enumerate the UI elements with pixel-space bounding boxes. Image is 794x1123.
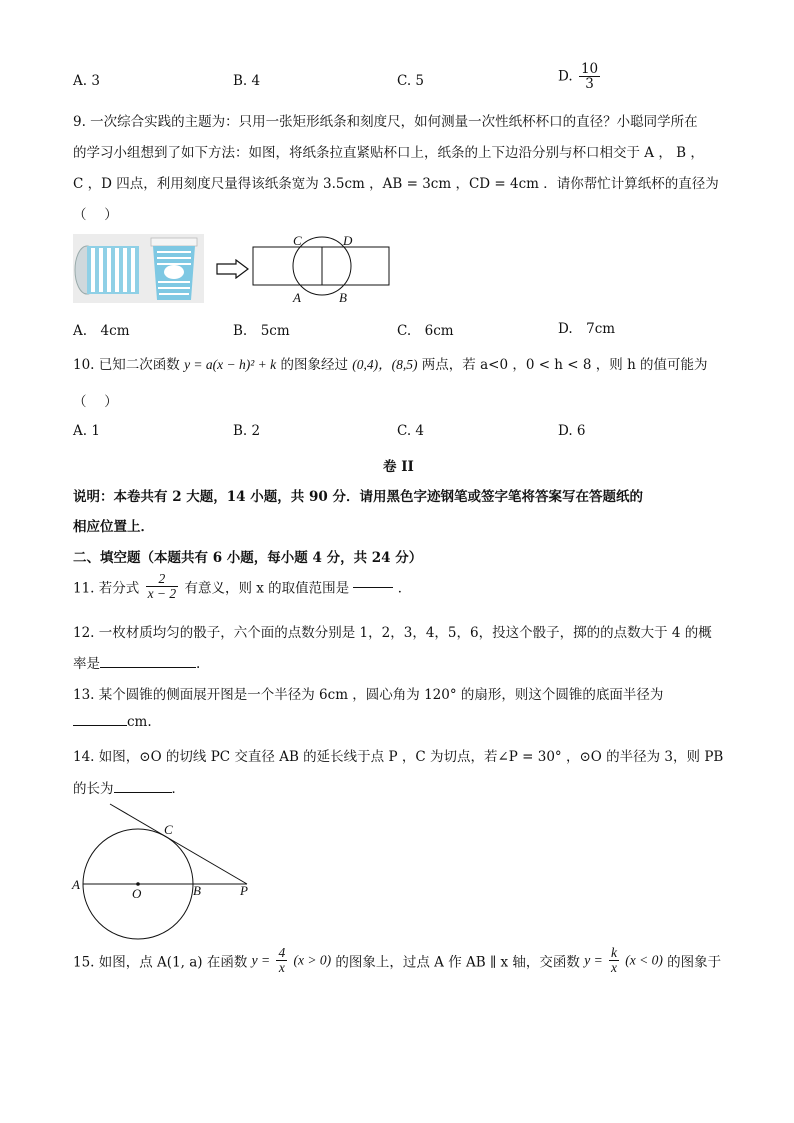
- q11-answer-blank[interactable]: [353, 586, 393, 588]
- q9-label-a: A: [293, 290, 301, 305]
- arrow-icon: [216, 259, 250, 279]
- q13-answer-blank[interactable]: [73, 724, 127, 726]
- q15-f2-lhs: y =: [584, 952, 603, 968]
- q9-label-b: B: [339, 290, 347, 305]
- q14-line-2-text: 的长为: [73, 781, 114, 797]
- q10-paren: （ ）: [73, 394, 118, 410]
- q8-option-d-prefix: D.: [558, 68, 573, 85]
- tangent-line-pc: [110, 804, 247, 884]
- q9-option-a: A. 4cm: [73, 323, 130, 339]
- q11-pre: 11. 若分式: [73, 580, 140, 597]
- fraction-numerator: k: [610, 945, 617, 960]
- q12-answer-blank[interactable]: [100, 666, 196, 668]
- q9-line-2: 的学习小组想到了如下方法：如图，将纸条拉直紧贴杯口上，纸条的上下边沿分别与杯口相交于 A ， B ，: [73, 145, 704, 161]
- q15-f1-domain: (x > 0): [293, 952, 332, 968]
- q13-line-2: [73, 714, 152, 730]
- q14-label-o: O: [132, 886, 142, 901]
- cups-photo-drawing: [73, 234, 204, 303]
- q15-mid: 的图象上，过点 A 作 AB ∥ x 轴，交函数: [335, 954, 580, 971]
- section-title: 卷 II: [383, 459, 414, 475]
- q10-line-1: [73, 353, 708, 373]
- q9-line-1: 9. 一次综合实践的主题为：只用一张矩形纸条和刻度尺，如何测量一次性纸杯杯口的直径？小聪同学所在: [73, 114, 698, 130]
- q10-option-b: B. 2: [233, 423, 261, 439]
- fraction-denominator: x: [610, 960, 617, 976]
- q11-line: [73, 572, 411, 601]
- q9-option-c: C. 6cm: [397, 323, 454, 339]
- fraction-denominator: x: [278, 960, 285, 976]
- q14-line-2: [73, 777, 185, 797]
- q14-label-c: C: [164, 822, 173, 837]
- fraction-numerator: 2: [146, 572, 179, 587]
- q10-formula: y = a(x − h)² + k: [184, 357, 277, 372]
- fraction-denominator: 3: [585, 76, 594, 93]
- section-note-line-2: 相应位置上．: [73, 519, 154, 535]
- q15-f2-fraction: [609, 946, 619, 975]
- q10-option-a: A. 1: [73, 423, 100, 439]
- paper-strip: [253, 247, 389, 285]
- q11-fraction: [146, 572, 179, 601]
- q9-strip-figure: [250, 232, 395, 304]
- q12-line-2-text: 率是: [73, 656, 100, 672]
- q14-label-b: B: [193, 883, 201, 898]
- q14-end: ．: [171, 781, 185, 797]
- cups-photo: [73, 234, 204, 303]
- q10-points: (0,4)，(8,5): [352, 357, 418, 372]
- q10-text-mid: 的图象经过: [280, 357, 348, 373]
- q13-unit: cm.: [127, 714, 152, 730]
- q14-line-1: 14. 如图，⊙O 的切线 PC 交直径 AB 的延长线于点 P ，C 为切点，若∠P = 30° ，⊙O 的半径为 3，则 PB: [73, 749, 724, 765]
- q15-line-1: [73, 946, 721, 975]
- fraction-denominator: x − 2: [147, 586, 177, 602]
- q12-line-2: [73, 652, 200, 672]
- q9-label-d: D: [343, 233, 353, 248]
- q11-end: ．: [397, 580, 412, 597]
- q9-label-c: C: [293, 233, 302, 248]
- q12-line-1: 12. 一枚材质均匀的骰子，六个面的点数分别是 1，2，3，4，5，6，投这个骰子，掷的的点数大于 4 的概: [73, 625, 712, 641]
- q11-post: 有意义，则 x 的取值范围是: [184, 580, 350, 597]
- q15-f2-domain: (x < 0): [625, 952, 663, 968]
- q14-label-a: A: [72, 877, 80, 892]
- fraction-numerator: 10: [580, 61, 599, 77]
- q14-answer-blank[interactable]: [114, 791, 172, 793]
- q8-option-d: [558, 62, 602, 91]
- q9-line-3: C ，D 四点，利用刻度尺量得该纸条宽为 3.5cm ，AB = 3cm ，CD = 4cm ．请你帮忙计算纸杯的直径为: [73, 176, 719, 192]
- q13-line-1: 13. 某个圆锥的侧面展开图是一个半径为 6cm ，圆心角为 120° 的扇形，则这个圆锥的底面半径为: [73, 687, 664, 703]
- q10-option-c: C. 4: [397, 423, 425, 439]
- q14-label-p: P: [240, 883, 248, 898]
- section-note-line-1: 说明：本卷共有 2 大题，14 小题，共 90 分．请用黑色字迹钢笔或签字笔将答案写在答题纸的: [73, 489, 643, 505]
- q8-option-a: A. 3: [73, 73, 100, 89]
- q15-pre: 15. 如图，点 A(1, a) 在函数: [73, 954, 248, 971]
- q15-f1-lhs: y =: [251, 952, 271, 968]
- q9-option-b: B. 5cm: [233, 323, 290, 339]
- q15-f1-fraction: [276, 946, 287, 975]
- q8-option-b: B. 4: [233, 73, 261, 89]
- q9-paren: （ ）: [73, 207, 118, 223]
- q15-post: 的图象于: [667, 954, 722, 971]
- q8-option-d-fraction: [579, 62, 600, 91]
- part-two-heading: 二、填空题（本题共有 6 小题，每小题 4 分，共 24 分）: [73, 550, 423, 566]
- fraction-numerator: 4: [278, 945, 286, 960]
- q10-option-d: D. 6: [558, 423, 586, 439]
- q8-option-c: C. 5: [397, 73, 425, 89]
- q9-option-d: D. 7cm: [558, 321, 616, 337]
- q12-end: .: [196, 656, 201, 672]
- q10-text-post: 两点，若 a<0 ，0 < h < 8 ，则 h 的值可能为: [421, 357, 708, 373]
- q10-text-pre: 10. 已知二次函数: [73, 357, 180, 373]
